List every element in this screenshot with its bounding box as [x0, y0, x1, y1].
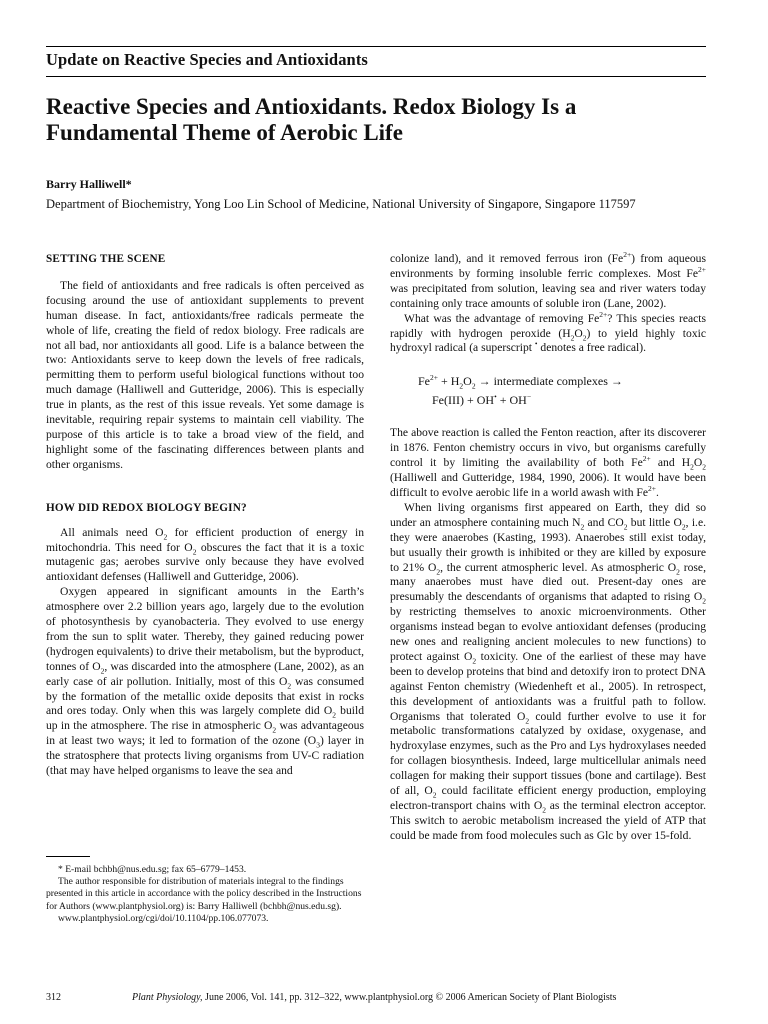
author-affiliation: Department of Biochemistry, Yong Loo Lin School of Medicine, National University of Singapore, Singapore 117597 — [46, 197, 636, 211]
footnotes — [46, 864, 364, 925]
top-rule — [46, 46, 706, 47]
footer-citation-details: June 2006, Vol. 141, pp. 312–322, www.plantphysiol.org © 2006 American Society of Plant Biologists — [202, 992, 617, 1003]
footer-journal-name: Plant Physiology, — [132, 992, 203, 1003]
paragraph: The above reaction is called the Fenton reaction, after its discoverer in 1876. Fenton chemistry occurs in vivo, but organisms carefully control it by limiting the availability of both $Fe^{2+}$ and $H_2O_2$ (Halliwell and Gutteridge, 1984, 1990, 2006). It would have been difficult to evolve aerobic life in a world awash with $Fe^{2+}$. — [390, 426, 706, 499]
footnote-responsible-author: The author responsible for distribution of materials integral to the findings presented in this article in accordance with the policy described in the Instructions for Authors (www.plantphysiol.org) is: Barry Halliwell (bchbh@nus.edu.sg). — [46, 876, 362, 912]
footnote-doi: www.plantphysiol.org/cgi/doi/10.1104/pp.106.077073. — [58, 912, 269, 924]
footnote-rule — [46, 856, 90, 857]
footnote-email: * E-mail bchbh@nus.edu.sg; fax 65–6779–1453. — [58, 864, 247, 875]
fenton-equation: $Fe^{2+} + H_2O_2$ → intermediate complexes → Fe(III) + OH• + OH− — [418, 373, 623, 408]
author-name: Barry Halliwell* — [46, 177, 132, 191]
paragraph: All animals need $O_2$ for efficient production of energy in mitochondria. This need for $O_2$ obscures the fact that it is a toxic mutagenic gas; aerobes survive only because they have evolved antioxidant defenses (Halliwell and Gutteridge, 2006). — [46, 525, 364, 584]
page-number: 312 — [46, 992, 61, 1003]
paragraph: Oxygen appeared in significant amounts in the Earth’s atmosphere over 2.2 billion years ago, largely due to the evolution of photosynthesis by cyanobacteria. They evolved to use energy from the sun to split water. Thereby, they gained reducing power (hydrogen equivalents) to drive their metabolism, but the byproduct, tonnes of $O_2$, was discarded into the atmosphere (Lane, 2002), as an early case of air pollution. Initially, most of this $O_2$ was consumed by the formation of the metallic oxide deposits that exist in rocks and ores today. Only when this was largely complete did $O_2$ build up in the atmosphere. The rise in atmospheric $O_2$ was advantageous in at least two ways; it led to formation of the ozone $(O_3)$ layer in the stratosphere that protects living organisms from UV-C radiation (that may have helped organisms to leave the sea and — [46, 585, 365, 778]
right-column — [390, 252, 706, 844]
footer-citation — [132, 992, 616, 1003]
paragraph: What was the advantage of removing $Fe^{2+}$? This species reacts rapidly with hydrogen peroxide $(H_2O_2)$ to yield highly toxic hydroxyl radical (a superscript • denotes a free radical). — [390, 309, 706, 355]
head-rule — [46, 76, 706, 77]
section-heading-setting-the-scene: SETTING THE SCENE — [46, 253, 166, 265]
running-head: Update on Reactive Species and Antioxidants — [46, 50, 368, 69]
article-title: Reactive Species and Antioxidants. Redox Biology Is a Fundamental Theme of Aerobic Life — [46, 94, 577, 145]
paragraph: The field of antioxidants and free radicals is often perceived as focusing around the use of antioxidant supplements to prevent human disease. In fact, antioxidants/free radicals permeate the whole of life, creating the field of redox biology. Free radicals are not all bad, nor antioxidants all good. Life is a balance between the two: Antioxidants serve to keep down the levels of free radicals, permitting them to perform useful biological functions without too much damage (Halliwell and Gutteridge, 2006). This is especially true in plants, as the rest of this issue reveals. Yet some damage is inevitable, requiring repair systems to maintain cell viability. The purpose of this article is to take a broad view of the field, and highlight some of the fascinating differences between plants and other organisms. — [46, 278, 364, 471]
paragraph: colonize land), and it removed ferrous iron $(Fe^{2+})$ from aqueous environments by forming insoluble ferric complexes. Most $Fe^{2+}$ was precipitated from solution, leaving sea and river waters today containing only trace amounts of soluble iron (Lane, 2002). — [390, 250, 706, 310]
section-heading-how-did-redox-biology-begin: HOW DID REDOX BIOLOGY BEGIN? — [46, 501, 247, 514]
paragraph: When living organisms first appeared on Earth, they did so under an atmosphere containing much $N_2$ and $CO_2$ but little $O_2$, i.e. they were anaerobes (Kasting, 1993). Anaerobes still exist today, but usually their growth is inhibited or they are killed by exposure to 21% $O_2$, the current atmospheric level. As atmospheric $O_2$ rose, many anaerobes must have died out. Present-day ones are presumably the descendants of organisms that adapted to rising $O_2$ by restricting themselves to anoxic microenvironments. Other organisms instead began to evolve antioxidant defenses (producing new ones and realigning ancient molecules to new functions) to protect against $O_2$ toxicity. One of the earliest of these may have been to develop proteins that bind and detoxify iron to protect DNA against Fenton chemistry (Wiedenheft et al., 2005). In retrospect, this development of antioxidants was a fruitful path to follow. Organisms that tolerated $O_2$ could further evolve to use it for metabolic transformations catalyzed by oxidase, oxygenase, and hydroxylase enzymes, such as the Pro and Lys hydroxylases needed for collagen biosynthesis. Indeed, large multicellular animals need collagen for making their support tissues (bone and cartilage). Best of all, $O_2$ could facilitate efficient energy production, employing electron-transport chains with $O_2$ as the terminal electron acceptor. This switch to aerobic metabolism increased the yield of ATP that could be made from food molecules such as Glc by over 15-fold. — [390, 500, 706, 842]
left-column — [46, 252, 364, 779]
